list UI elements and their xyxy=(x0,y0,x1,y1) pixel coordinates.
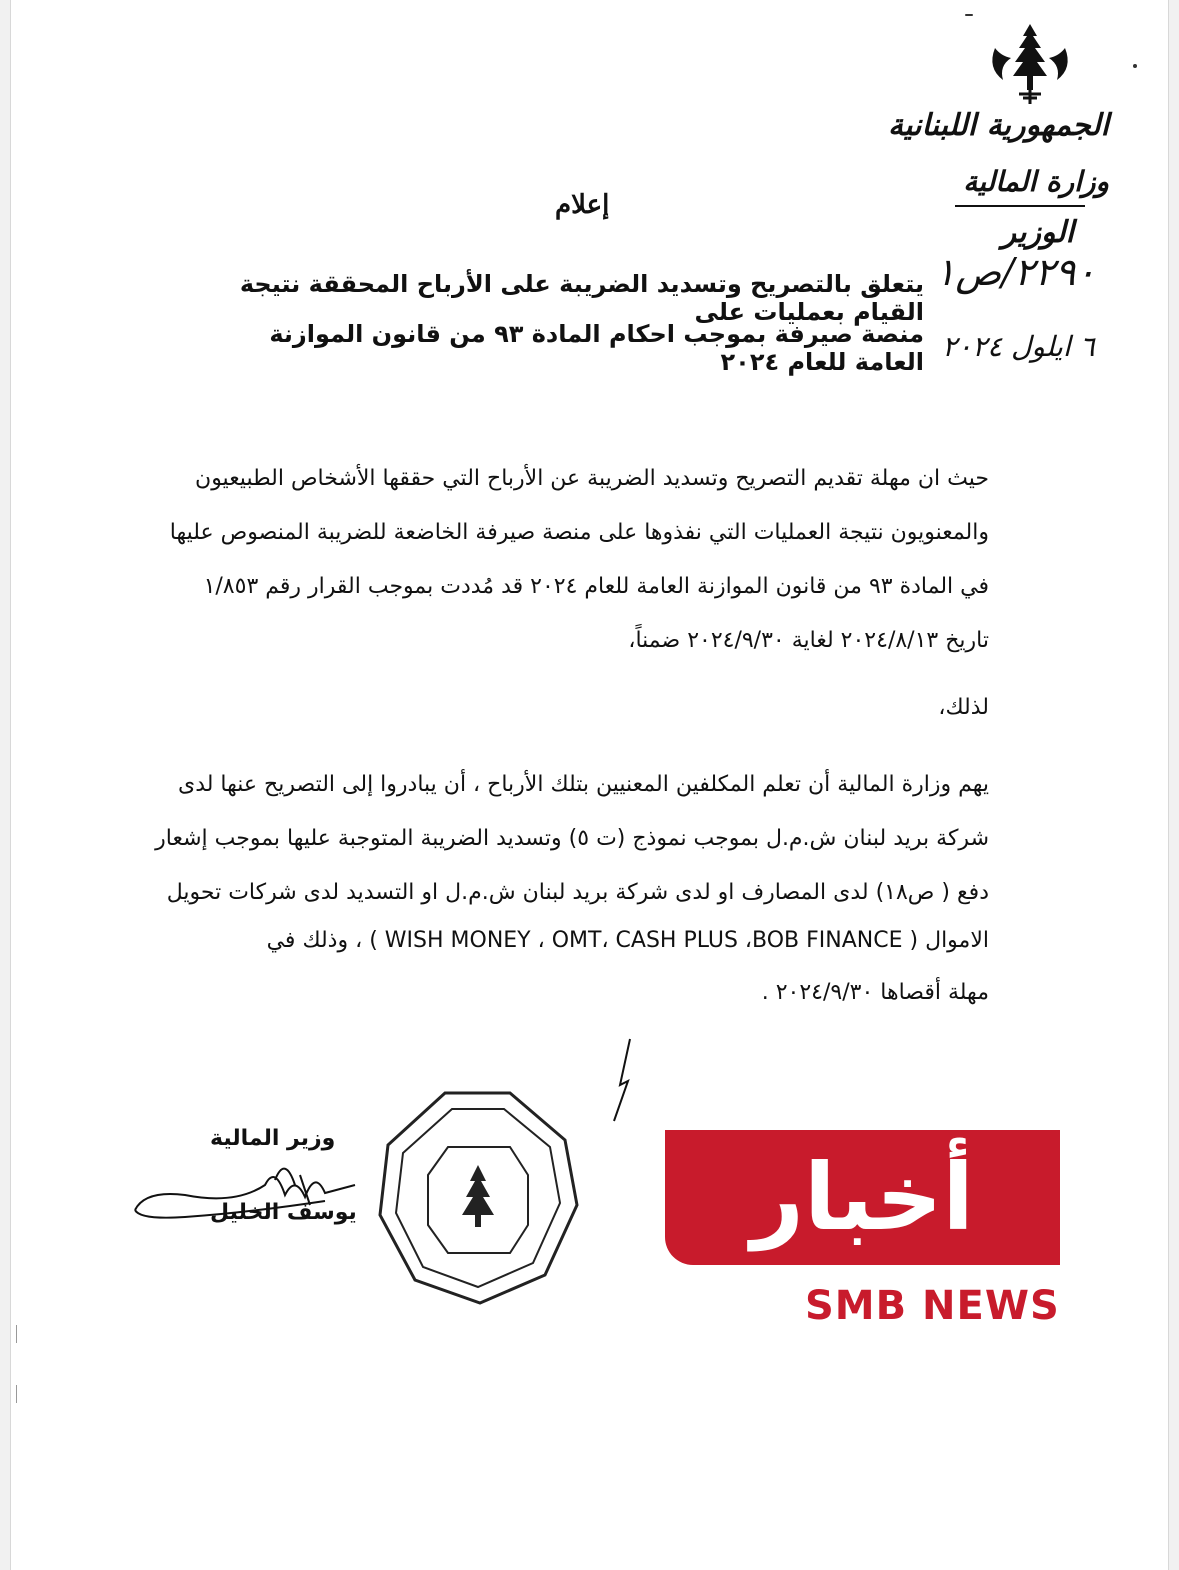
scan-speck xyxy=(965,14,973,16)
reference-number: ٢٢٩٠/ص١ xyxy=(935,250,1096,294)
body-paragraph-3-line-2: شركة بريد لبنان ش.م.ل بموجب نموذج (ت ٥) وتسديد الضريبة المتوجبة عليها بموجب إشعار xyxy=(155,826,989,851)
body-paragraph-1-line-3: في المادة ٩٣ من قانون الموازنة العامة للعام ٢٠٢٤ قد مُددت بموجب القرار رقم ١/٨٥٣ xyxy=(203,574,989,599)
subject-line-2: منصة صيرفة بموجب احكام المادة ٩٣ من قانون الموازنة العامة للعام ٢٠٢٤ xyxy=(269,320,924,376)
subject-line-1: يتعلق بالتصريح وتسديد الضريبة على الأرباح المحققة نتيجة القيام بعمليات على xyxy=(239,270,924,326)
body-paragraph-3-line-5: مهلة أقصاها ٢٠٢٤/٩/٣٠ . xyxy=(761,980,989,1005)
signature-scribble-icon xyxy=(125,1135,365,1245)
body-paragraph-1-line-4: تاريخ ٢٠٢٤/٨/١٣ لغاية ٢٠٢٤/٩/٣٠ ضمناً، xyxy=(628,628,989,653)
body-paragraph-3-line-3: دفع ( ص١٨) لدى المصارف او لدى شركة بريد لبنان ش.م.ل او التسديد لدى شركات تحويل xyxy=(166,880,989,905)
ministry-seal-icon xyxy=(370,1085,585,1310)
news-logo-arabic: أخبار xyxy=(751,1144,974,1251)
scan-mark xyxy=(16,1385,17,1403)
document-sheet xyxy=(10,0,1169,1570)
initial-mark-icon xyxy=(600,1035,650,1125)
body-paragraph-3-line-1: يهم وزارة المالية أن تعلم المكلفين المعنيين بتلك الأرباح ، أن يبادروا إلى التصريح عنها لدى xyxy=(177,772,989,797)
body-paragraph-1-line-1: حيث ان مهلة تقديم التصريح وتسديد الضريبة عن الأرباح التي حققها الأشخاص الطبيعيون xyxy=(195,466,989,491)
page-frame-right xyxy=(1168,0,1179,1570)
scan-mark xyxy=(16,1325,17,1343)
reference-date: ٦ ايلول ٢٠٢٤ xyxy=(942,330,1095,363)
signature-name: يوسف الخليل xyxy=(210,1200,357,1225)
news-logo-english: SMB NEWS xyxy=(805,1283,1060,1329)
body-paragraph-2: لذلك، xyxy=(938,695,989,720)
letterhead-minister: الوزير xyxy=(1001,215,1074,250)
cedar-emblem-icon xyxy=(985,18,1075,108)
letterhead-ministry: وزارة المالية xyxy=(963,165,1109,198)
body-paragraph-3-line-4: الاموال ( WISH MONEY ، OMT، CASH PLUS ،BOB FINANCE ) ، وذلك في xyxy=(266,928,989,953)
body-paragraph-1-line-2: والمعنويون نتيجة العمليات التي نفذوها على منصة صيرفة الخاضعة للضريبة المنصوص عليها xyxy=(169,520,989,545)
scan-speck xyxy=(1133,64,1137,68)
signature-title: وزير المالية xyxy=(210,1126,336,1151)
news-logo-banner xyxy=(665,1130,1060,1265)
letterhead-divider xyxy=(955,205,1085,207)
letterhead-republic: الجمهورية اللبنانية xyxy=(887,108,1109,143)
document-title: إعلام xyxy=(555,190,610,220)
